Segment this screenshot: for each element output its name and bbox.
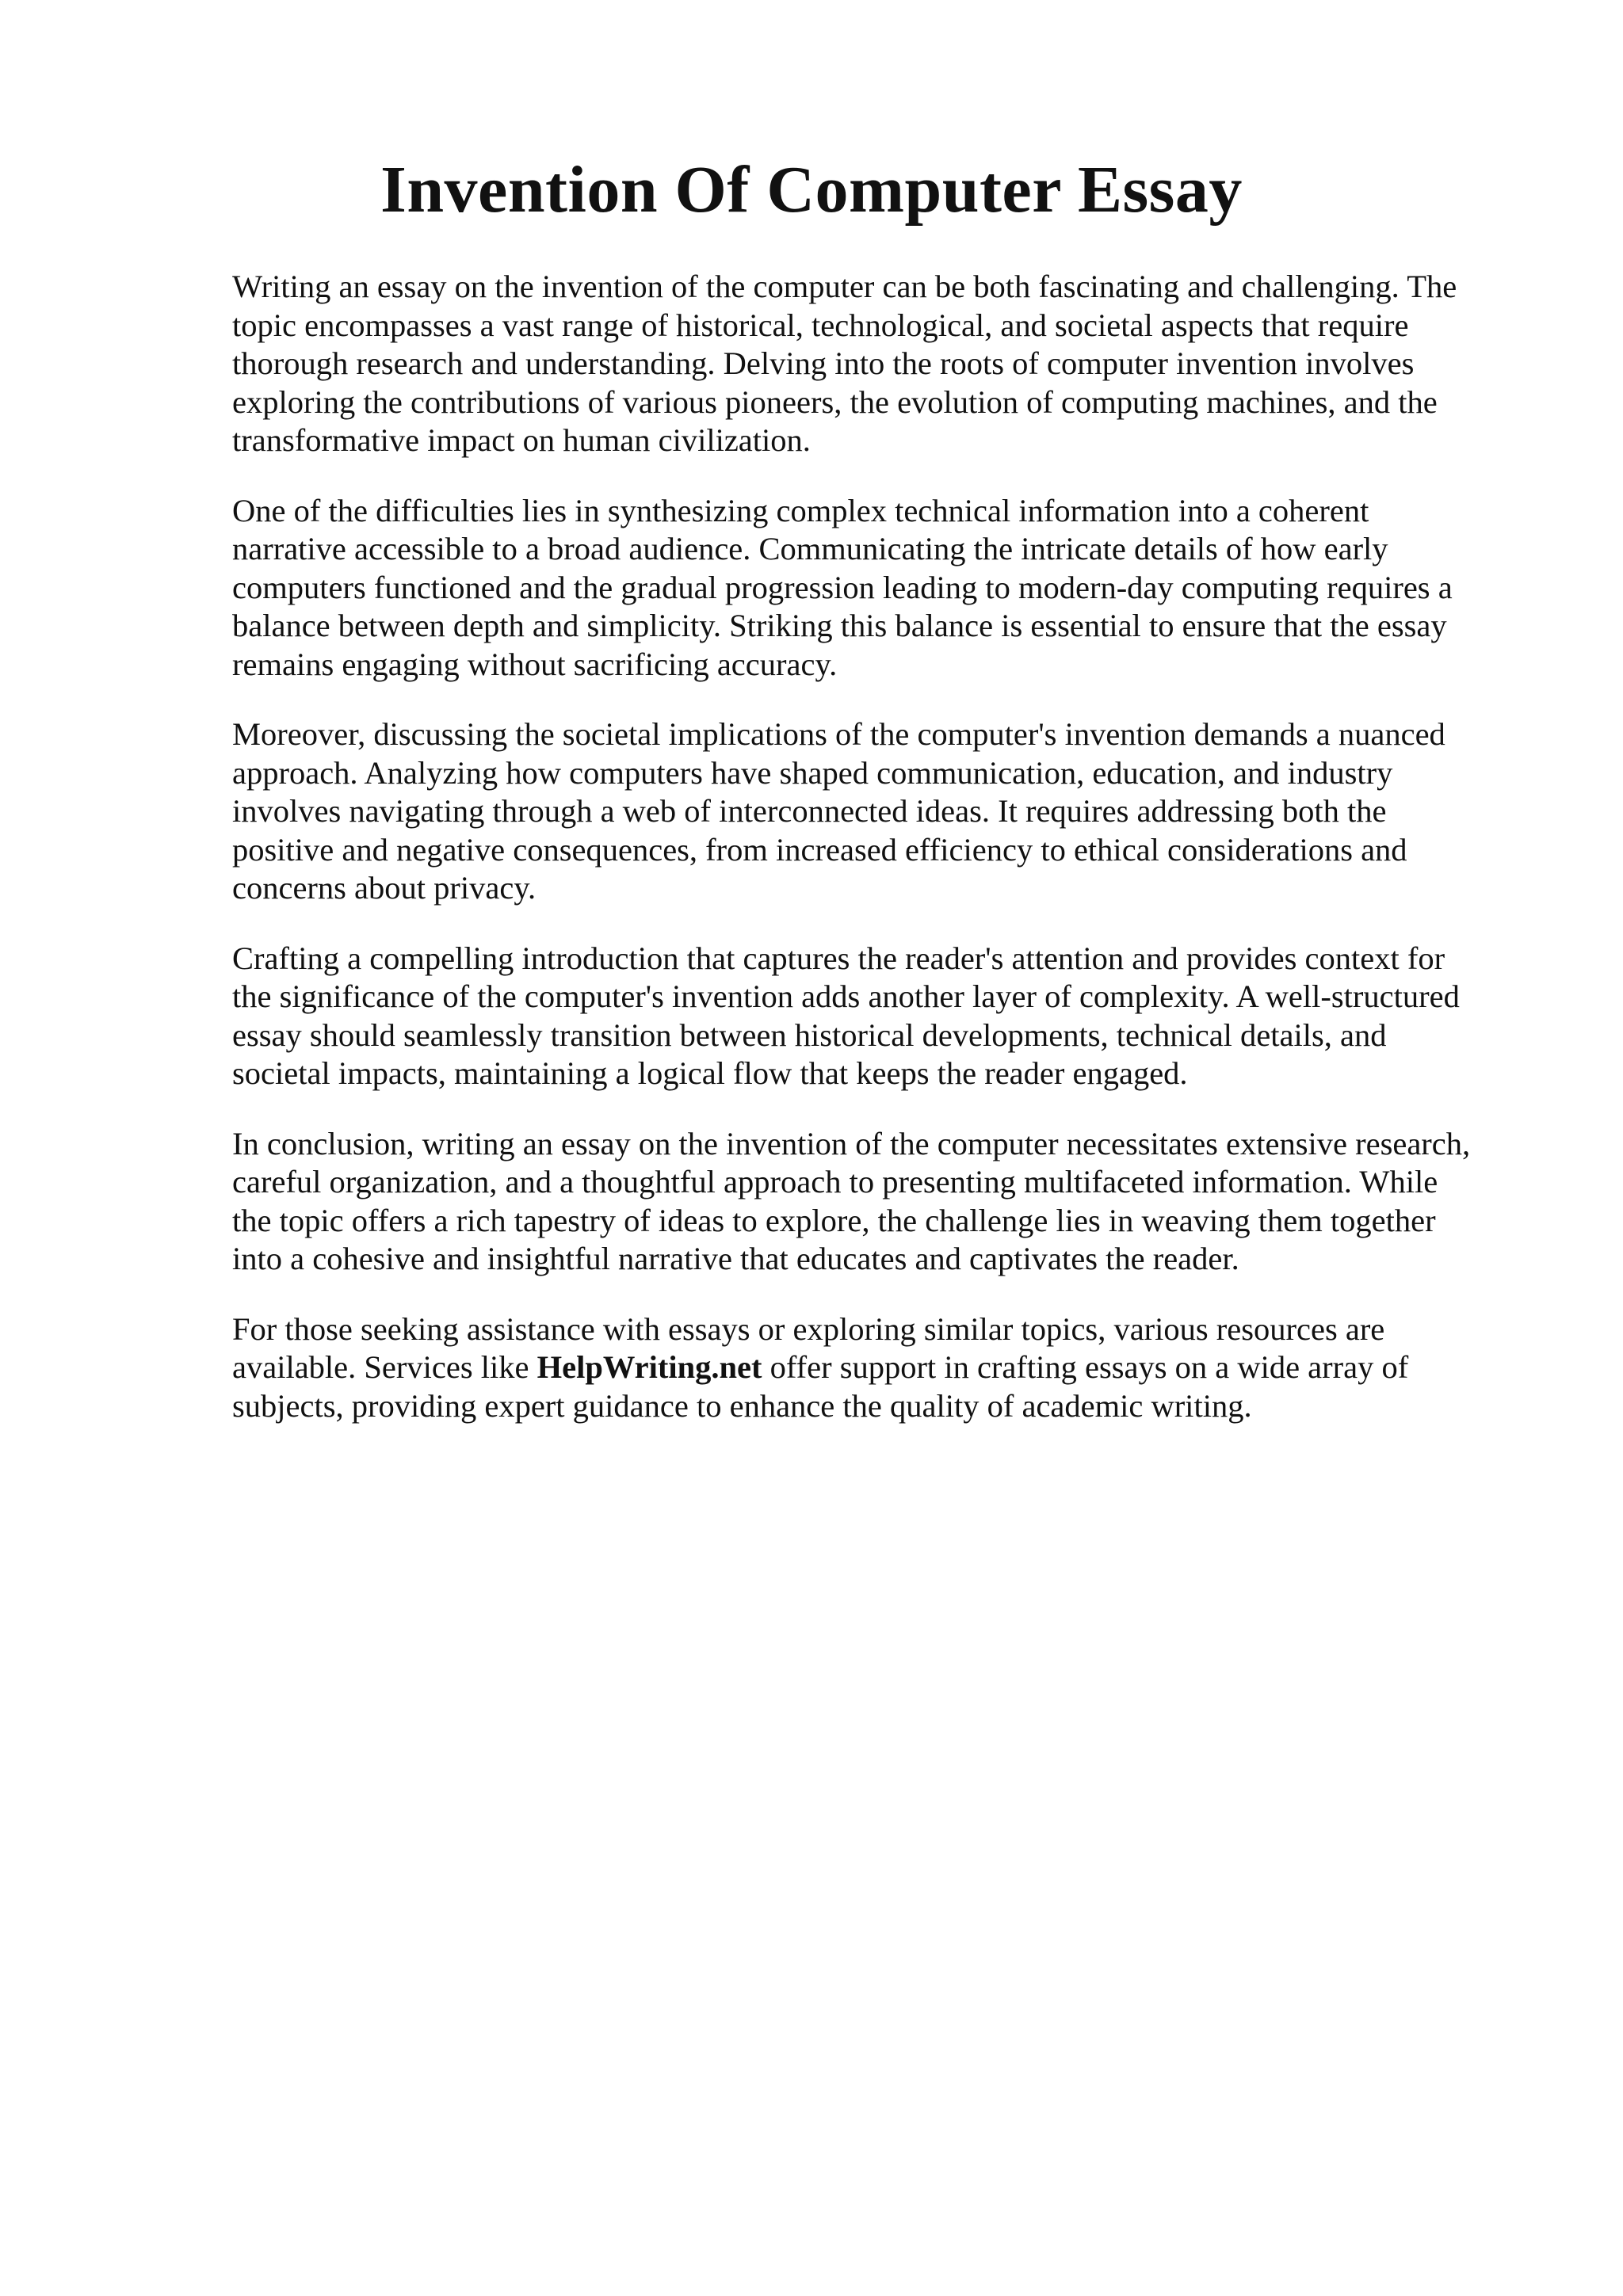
paragraph-1 (232, 268, 1516, 460)
paragraph-line: approach. Analyzing how computers have shaped communication, education, and industry (232, 754, 1393, 791)
paragraph-line: the significance of the computer's invention adds another layer of complexity. A well-structured (232, 978, 1460, 1014)
paragraph-line: For those seeking assistance with essays or exploring similar topics, various resources are (232, 1310, 1385, 1347)
paragraph-line: remains engaging without sacrificing accuracy. (232, 646, 838, 682)
paragraph-line: essay should seamlessly transition between historical developments, technical details, and (232, 1016, 1387, 1053)
paragraph-line: topic encompasses a vast range of historical, technological, and societal aspects that require (232, 307, 1409, 343)
page-title: Invention Of Computer Essay (380, 153, 1243, 227)
paragraph-line: balance between depth and simplicity. Striking this balance is essential to ensure that the essay (232, 608, 1447, 643)
paragraph-line: positive and negative consequences, from increased efficiency to ethical considerations and (232, 831, 1407, 868)
closing-text-before-link: available. Services like (232, 1349, 537, 1385)
paragraph-line: the topic offers a rich tapestry of ideas to explore, the challenge lies in weaving them together (232, 1202, 1436, 1238)
paragraph-line: Writing an essay on the invention of the computer can be both fascinating and challenging. The (232, 269, 1457, 304)
paragraph-line: narrative accessible to a broad audience. Communicating the intricate details of how early (232, 531, 1388, 566)
paragraph-line: Moreover, discussing the societal implications of the computer's invention demands a nuanced (232, 716, 1445, 752)
paragraph-line: into a cohesive and insightful narrative that educates and captivates the reader. (232, 1241, 1239, 1276)
paragraph-line: transformative impact on human civilization. (232, 422, 811, 458)
paragraph-3 (232, 715, 1516, 908)
paragraph-line: One of the difficulties lies in synthesizing complex technical information into a coherent (232, 492, 1369, 528)
paragraph-line: subjects, providing expert guidance to enhance the quality of academic writing. (232, 1387, 1252, 1424)
paragraph-line (232, 1348, 1516, 1387)
paragraph-line: careful organization, and a thoughtful approach to presenting multifaceted information. While (232, 1164, 1438, 1199)
closing-text-after-link: offer support in crafting essays on a wide array of (762, 1349, 1409, 1385)
paragraph-5 (232, 1125, 1516, 1279)
paragraph-closing (232, 1310, 1516, 1426)
helpwriting-link[interactable]: HelpWriting.net (537, 1349, 762, 1385)
paragraph-line: concerns about privacy. (232, 870, 537, 906)
paragraph-line: computers functioned and the gradual progression leading to modern-day computing requires a (232, 569, 1453, 605)
paragraph-line: In conclusion, writing an essay on the invention of the computer necessitates extensive research, (232, 1125, 1471, 1161)
essay-body (232, 268, 1516, 1457)
paragraph-line: exploring the contributions of various pioneers, the evolution of computing machines, and the (232, 383, 1438, 420)
paragraph-line: Crafting a compelling introduction that captures the reader's attention and provides context for (232, 940, 1445, 976)
paragraph-line: societal impacts, maintaining a logical flow that keeps the reader engaged. (232, 1055, 1188, 1091)
paragraph-4 (232, 940, 1516, 1093)
paragraph-2 (232, 492, 1516, 685)
paragraph-line: thorough research and understanding. Delving into the roots of computer invention involves (232, 345, 1415, 381)
paragraph-line: involves navigating through a web of interconnected ideas. It requires addressing both the (232, 793, 1387, 829)
